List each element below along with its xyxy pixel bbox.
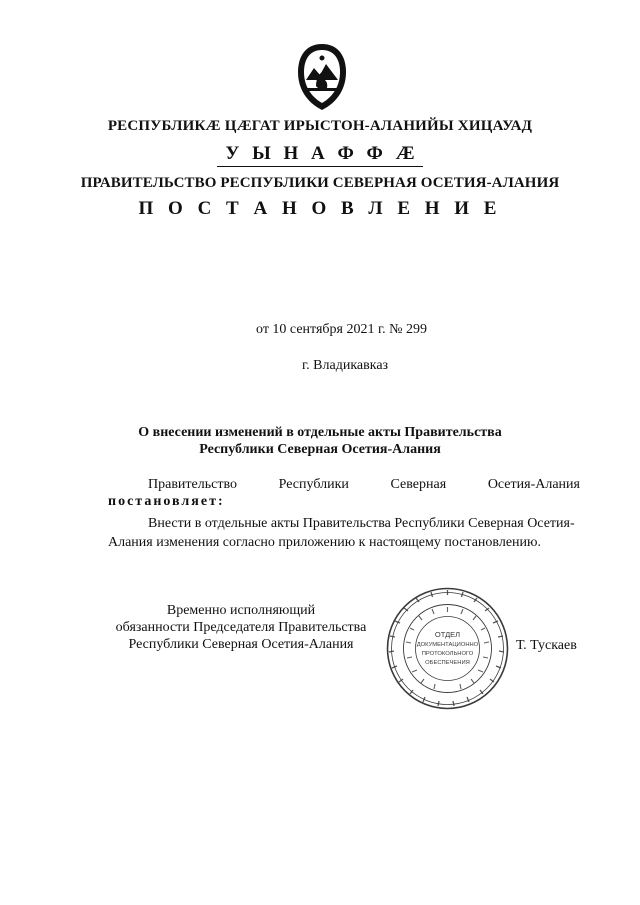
paragraph-1-word: Северная <box>390 477 447 492</box>
paragraph-1-word: Республики <box>278 477 349 492</box>
subject-line-2: Республики Северная Осетия-Алания <box>199 442 441 457</box>
resolves-verb: постановляет: <box>108 494 225 509</box>
stamp-text-line: ОТДЕЛ <box>434 630 461 639</box>
paragraph-2-line-2: Алания изменения согласно приложению к настоящему постановлению. <box>108 535 541 550</box>
stamp-text-line: ДОКУМЕНТАЦИОННО <box>416 642 479 648</box>
subject-line-1: О внесении изменений в отдельные акты Правительства <box>138 425 502 440</box>
signer-name: Т. Тускаев <box>516 638 577 653</box>
document-subject <box>0 424 640 458</box>
russian-government-line: ПРАВИТЕЛЬСТВО РЕСПУБЛИКИ СЕВЕРНАЯ ОСЕТИЯ-АЛАНИЯ <box>80 175 560 191</box>
city-name: г. Владикавказ <box>302 358 389 373</box>
signatory-title-line-1: Временно исполняющий <box>166 603 316 618</box>
paragraph-1-word: Осетия-Алания <box>487 477 580 492</box>
ossetian-document-title <box>0 143 640 167</box>
ossetian-document-title-text: У Ы Н А Ф Ф Ӕ <box>217 143 422 167</box>
signatory-title-line-3: Республики Северная Осетия-Алания <box>128 637 354 652</box>
signatory-title <box>100 602 382 653</box>
signatory-title-line-2: обязанности Председателя Правительства <box>115 620 367 635</box>
coat-of-arms-emblem <box>292 42 352 112</box>
date-and-number: от 10 сентября 2021 г. № 299 <box>256 322 427 337</box>
official-stamp <box>385 586 510 711</box>
document-title: П О С Т А Н О В Л Е Н И Е <box>138 198 502 219</box>
paragraph-2-line-1: Внести в отдельные акты Правительства Республики Северная Осетия- <box>148 516 575 531</box>
stamp-text-line: ОБЕСПЕЧЕНИЯ <box>425 660 470 666</box>
stamp-text-line: ПРОТОКОЛЬНОГО <box>421 651 474 657</box>
ossetian-government-line: РЕСПУБЛИКӔ ЦӔГАТ ИРЫСТОН-АЛАНИЙЫ ХИЦАУАД <box>107 118 533 134</box>
paragraph-1 <box>108 477 580 493</box>
paragraph-1-word: Правительство <box>148 477 237 492</box>
